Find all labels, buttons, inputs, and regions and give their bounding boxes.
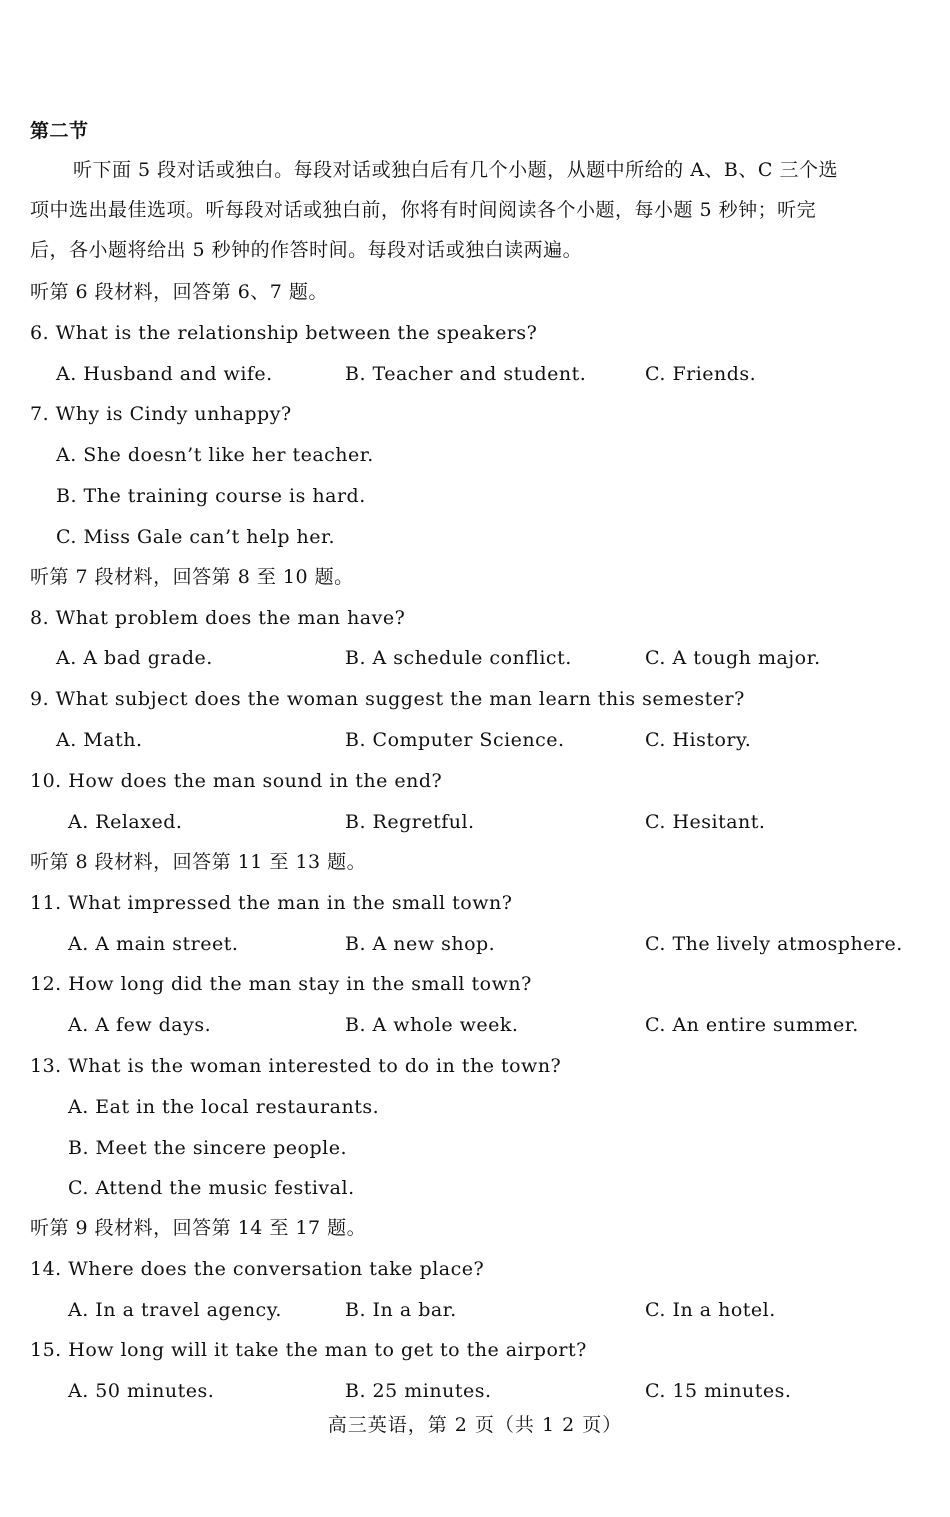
option-c: C. In a hotel. bbox=[645, 1299, 776, 1321]
page-footer: 高三英语，第 2 页（共 1 2 页） bbox=[327, 1414, 623, 1436]
option-b: B. Regretful. bbox=[345, 811, 475, 833]
passage-intro: 听第 8 段材料，回答第 11 至 13 题。 bbox=[30, 851, 367, 873]
option-a: A. She doesn’t like her teacher. bbox=[56, 444, 374, 466]
question-stem: 13. What is the woman interested to do in the town? bbox=[30, 1055, 562, 1077]
option-a: A. A few days. bbox=[68, 1014, 212, 1036]
instruction-line: 听下面 5 段对话或独白。每段对话或独白后有几个小题，从题中所给的 A、B、C 三个选 bbox=[73, 159, 838, 181]
option-c: C. 15 minutes. bbox=[645, 1380, 792, 1402]
option-b: B. 25 minutes. bbox=[345, 1380, 492, 1402]
option-c: C. A tough major. bbox=[645, 647, 821, 669]
question-stem: 11. What impressed the man in the small town? bbox=[30, 892, 513, 914]
question-stem: 15. How long will it take the man to get to the airport? bbox=[30, 1339, 587, 1361]
option-a: A. A main street. bbox=[68, 933, 239, 955]
option-a: A. Math. bbox=[56, 729, 143, 751]
option-b: B. Computer Science. bbox=[345, 729, 565, 751]
passage-intro: 听第 9 段材料，回答第 14 至 17 题。 bbox=[30, 1217, 367, 1239]
option-b: B. Meet the sincere people. bbox=[68, 1137, 347, 1159]
option-b: B. In a bar. bbox=[345, 1299, 457, 1321]
option-a: A. A bad grade. bbox=[56, 647, 213, 669]
option-c: C. An entire summer. bbox=[645, 1014, 859, 1036]
question-stem: 6. What is the relationship between the speakers? bbox=[30, 322, 538, 344]
option-b: B. A schedule conflict. bbox=[345, 647, 572, 669]
option-c: C. The lively atmosphere. bbox=[645, 933, 903, 955]
passage-intro: 听第 7 段材料，回答第 8 至 10 题。 bbox=[30, 566, 354, 588]
instruction-line: 后，各小题将给出 5 秒钟的作答时间。每段对话或独白读两遍。 bbox=[30, 239, 583, 261]
option-a: A. Husband and wife. bbox=[56, 363, 273, 385]
option-b: B. Teacher and student. bbox=[345, 363, 587, 385]
option-b: B. A whole week. bbox=[345, 1014, 519, 1036]
question-stem: 14. Where does the conversation take place? bbox=[30, 1258, 485, 1280]
option-a: A. Eat in the local restaurants. bbox=[68, 1096, 380, 1118]
option-a: A. 50 minutes. bbox=[68, 1380, 215, 1402]
instruction-line: 项中选出最佳选项。听每段对话或独白前，你将有时间阅读各个小题，每小题 5 秒钟；听完 bbox=[30, 199, 817, 221]
option-a: A. In a travel agency. bbox=[68, 1299, 282, 1321]
question-stem: 12. How long did the man stay in the small town? bbox=[30, 973, 532, 995]
option-a: A. Relaxed. bbox=[68, 811, 183, 833]
option-c: C. History. bbox=[645, 729, 752, 751]
option-c: C. Friends. bbox=[645, 363, 757, 385]
question-stem: 7. Why is Cindy unhappy? bbox=[30, 403, 292, 425]
passage-intro: 听第 6 段材料，回答第 6、7 题。 bbox=[30, 281, 328, 303]
option-b: B. A new shop. bbox=[345, 933, 496, 955]
question-stem: 8. What problem does the man have? bbox=[30, 607, 406, 629]
question-stem: 10. How does the man sound in the end? bbox=[30, 770, 443, 792]
option-c: C. Miss Gale can’t help her. bbox=[56, 526, 336, 548]
option-b: B. The training course is hard. bbox=[56, 485, 366, 507]
option-c: C. Attend the music festival. bbox=[68, 1177, 355, 1199]
section-title: 第二节 bbox=[30, 120, 89, 142]
question-stem: 9. What subject does the woman suggest the man learn this semester? bbox=[30, 688, 745, 710]
option-c: C. Hesitant. bbox=[645, 811, 766, 833]
